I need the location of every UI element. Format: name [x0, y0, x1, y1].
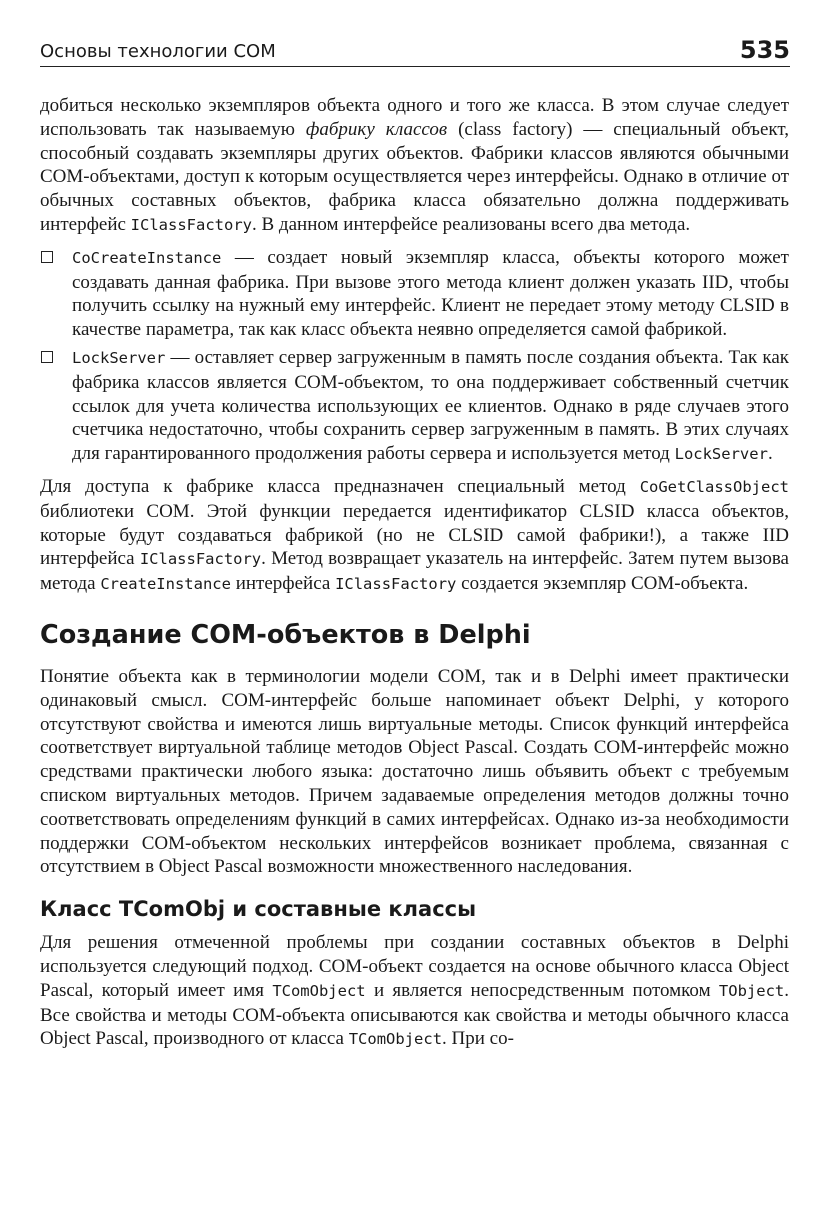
code-identifier: CoGetClassObject — [639, 477, 789, 496]
list-item-text: — оставляет сервер загруженным в память после создания объекта. Так как фабрика классов является COM-объектом, то она поддерживает собственный счетчик ссылок для учета количества использующих ее клиентов. Однако в ряде случаев этого счетчика недостаточно, чтобы сохранить сервер загруженным в память. В этих случаях для гарантированного продолжения работы сервера и используется метод — [72, 346, 789, 465]
text-run: . — [767, 443, 773, 465]
code-identifier: CoCreateInstance — [72, 248, 222, 267]
page-number: 535 — [739, 36, 790, 64]
term-emphasis: фабрику классов — [305, 118, 448, 140]
running-title: Основы технологии COM — [40, 41, 276, 62]
paragraph-cogetclassobject — [40, 475, 789, 597]
page-body — [40, 94, 789, 1060]
code-identifier: TComObject — [272, 981, 366, 1000]
code-identifier: IClassFactory — [130, 215, 252, 234]
section-heading: Создание COM-объектов в Delphi — [40, 619, 531, 650]
text-run: . При со- — [442, 1028, 514, 1050]
paragraph-class-factory — [40, 94, 789, 238]
subsection-heading: Класс TComObj и составные классы — [40, 897, 477, 922]
code-identifier: TComObject — [348, 1030, 443, 1049]
text-run: Для доступа к фабрике класса предназначен специальный метод — [40, 475, 640, 497]
code-identifier: IClassFactory — [335, 575, 457, 594]
text-run: . В данном интерфейсе реализованы всего два метода. — [252, 213, 691, 235]
text-run: библиотеки COM. Этой функции передается идентификатор CLSID класса объектов, которые будут создаваться фабрикой (но не CLSID самой фабрики!), а также IID интерфейса — [40, 500, 789, 570]
code-identifier: CreateInstance — [100, 575, 231, 594]
text-run: добиться несколько экземпляров объекта одного и того же класса. В этом случае следует использовать так называемую — [40, 95, 789, 140]
paragraph-tcomobject — [40, 931, 789, 1052]
paragraph-com-objects-delphi: Понятие объекта как в терминологии модели COM, так и в Delphi имеет практически одинаковый смысл. COM-интерфейс больше напоминает объект Delphi, у которого отсутствуют свойства и имеются лишь виртуальные методы. Список функций интерфейса соответствует виртуальной таблице методов Object Pascal. Создать COM-интерфейс можно средствами практически любого языка: достаточно лишь объявить объект с требуемым списком виртуальных методов. Причем задаваемые определения методов должны точно соответствовать определениям функций в самих интерфейсах. Однако из-за необходимости поддержки COM-объектом нескольких интерфейсов возникает проблема, связанная с отсутствием в Object Pascal возможности множественного наследования. — [40, 665, 789, 878]
list-item-cocreateinstance — [40, 246, 789, 342]
list-item-lockserver — [40, 346, 789, 467]
code-identifier: IClassFactory — [139, 550, 262, 569]
running-header — [40, 38, 790, 67]
text-run: Для решения отмеченной проблемы при создании составных объектов в Delphi используется следующий подход. COM-объект создается на основе обычного класса Object Pascal, который имеет имя — [40, 932, 789, 1001]
text-run: интерфейса — [230, 573, 336, 595]
code-identifier: LockServer — [674, 445, 768, 464]
code-identifier: TObject — [718, 981, 785, 1000]
text-run: и является непосредственным потомком — [365, 979, 719, 1001]
text-run: (class factory) — специальный объект, способный создавать экземпляры других объектов. Фабрики классов являются обычными COM-объектами, доступ к которым осуществляется через интерфейсы. Однако в отличие от обычных составных объектов, фабрика класса обязательно должна поддерживать интерфейс — [40, 118, 789, 235]
checkbox-bullet-icon — [41, 251, 53, 263]
method-list — [40, 246, 789, 467]
text-run: . Метод возвращает указатель на интерфейс. Затем путем вызова метода — [40, 548, 789, 595]
code-identifier: LockServer — [72, 348, 166, 367]
text-run: создается экземпляр COM-объекта. — [456, 573, 749, 595]
list-item-text: — создает новый экземпляр класса, объекты которого может создавать данная фабрика. При вызове этого метода клиент должен указать IID, чтобы получить ссылку на нужный ему интерфейс. Клиент не передает этому методу CLSID в качестве параметра, так как класс объекта неявно определяется самой фабрикой. — [72, 246, 789, 341]
text-run: . Все свойства и методы COM-объекта описываются как свойства и методы обычного класса Object Pascal, производного от класса — [40, 979, 789, 1050]
checkbox-bullet-icon — [41, 351, 53, 363]
